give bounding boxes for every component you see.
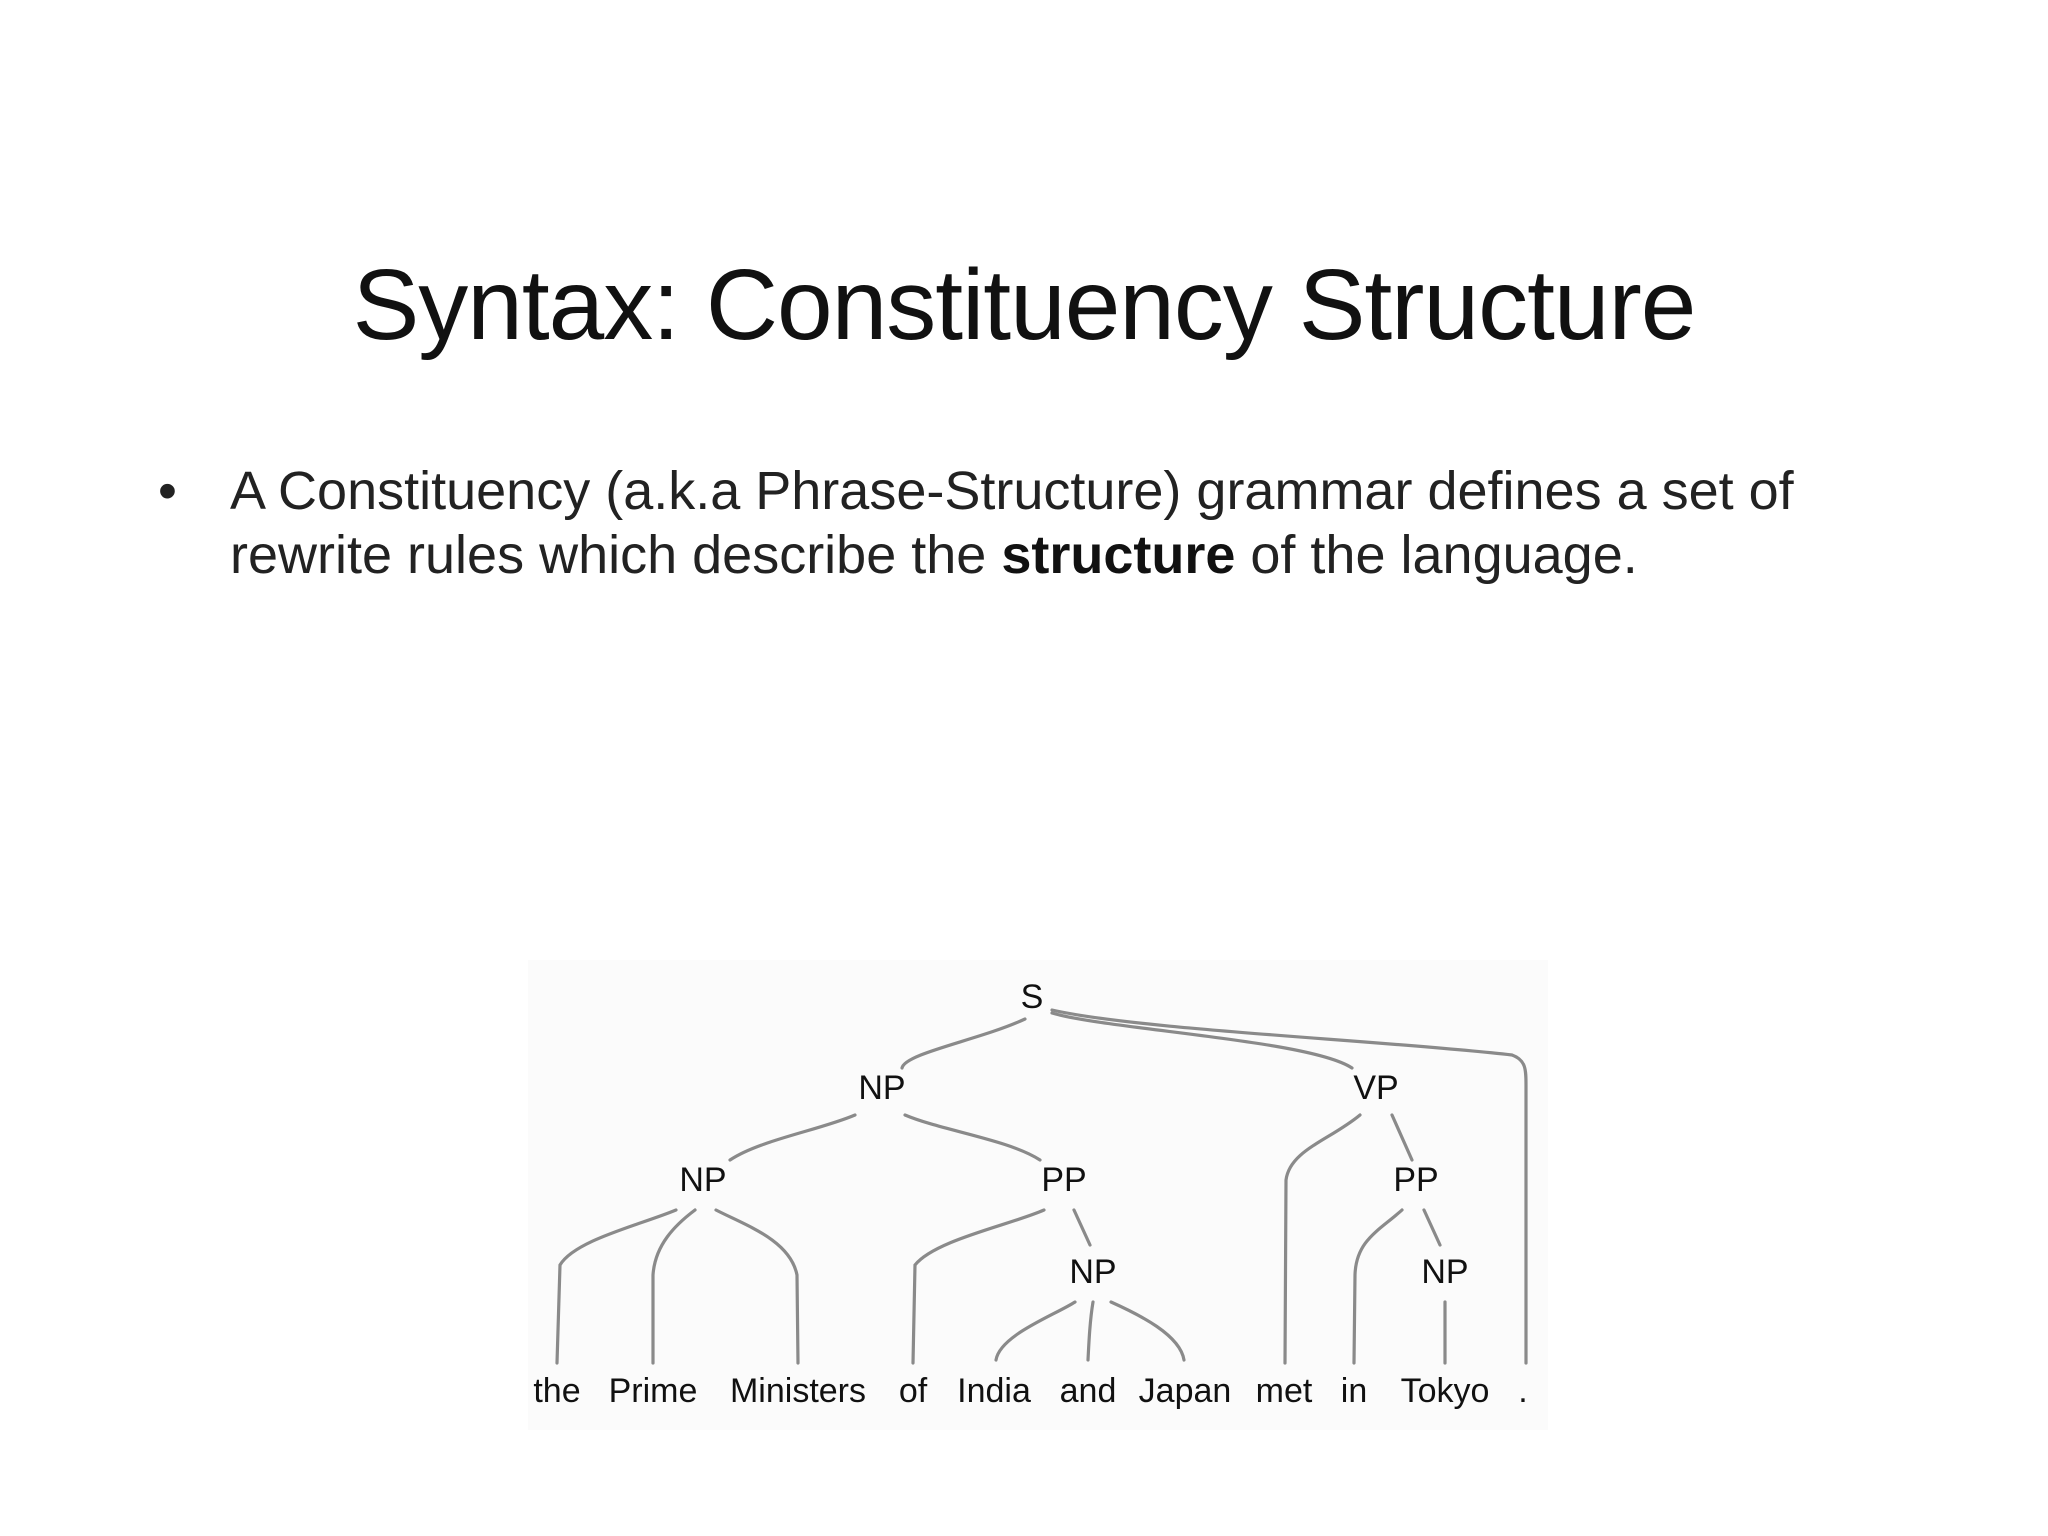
tree-word-w10: Tokyo <box>1400 1371 1490 1410</box>
tree-word-w6: and <box>1059 1371 1117 1410</box>
tree-edge-pp2-w9 <box>1354 1210 1402 1363</box>
bullet-dot: • <box>158 461 177 521</box>
tree-node-pp1: PP <box>1041 1160 1087 1199</box>
tree-edge-pp1-np3 <box>1074 1210 1090 1245</box>
tree-node-np1: NP <box>858 1068 906 1107</box>
tree-word-w4: of <box>898 1371 928 1410</box>
tree-word-w2: Prime <box>608 1371 698 1410</box>
tree-edge-s-vp <box>1052 1013 1352 1068</box>
tree-edge-s-w11 <box>1052 1010 1526 1363</box>
tree-word-w1: the <box>533 1371 581 1410</box>
tree-word-w8: met <box>1255 1371 1313 1410</box>
tree-edge-vp-w8 <box>1285 1115 1360 1363</box>
tree-node-pp2: PP <box>1393 1160 1439 1199</box>
tree-node-s: S <box>1020 977 1044 1016</box>
tree-node-np2: NP <box>679 1160 727 1199</box>
tree-word-w5: India <box>957 1371 1031 1410</box>
tree-edge-pp1-w4 <box>913 1210 1044 1363</box>
tree-word-w9: in <box>1340 1371 1368 1410</box>
tree-word-w3: Ministers <box>729 1371 867 1410</box>
tree-node-np4: NP <box>1421 1252 1469 1291</box>
tree-node-np3: NP <box>1069 1252 1117 1291</box>
tree-edge-pp2-np4 <box>1424 1210 1440 1245</box>
tree-node-vp: VP <box>1353 1068 1399 1107</box>
tree-word-w11: . <box>1518 1371 1528 1410</box>
tree-edge-np3-w6 <box>1088 1302 1093 1360</box>
tree-edge-np3-w7 <box>1111 1302 1184 1360</box>
bullet-text-after: of the language. <box>1235 525 1638 585</box>
tree-edge-np1-pp1 <box>905 1115 1040 1160</box>
bullet-text-bold: structure <box>1001 525 1236 585</box>
tree-edge-vp-pp2 <box>1392 1115 1412 1160</box>
tree-edge-np1-np2 <box>730 1115 855 1160</box>
tree-edge-np2-w1 <box>557 1210 676 1363</box>
bullet-text-before: A Constituency (a.k.a Phrase-Structure) grammar defines a set of rewrite rules which describe the <box>230 461 1794 585</box>
tree-edge-s-np1 <box>902 1019 1025 1068</box>
slide-title: Syntax: Constituency Structure <box>352 249 1696 361</box>
tree-edge-np2-w3 <box>716 1210 798 1363</box>
tree-edge-np2-w2 <box>653 1210 695 1363</box>
tree-word-w7: Japan <box>1138 1371 1232 1410</box>
tree-edge-np3-w5 <box>996 1302 1075 1360</box>
